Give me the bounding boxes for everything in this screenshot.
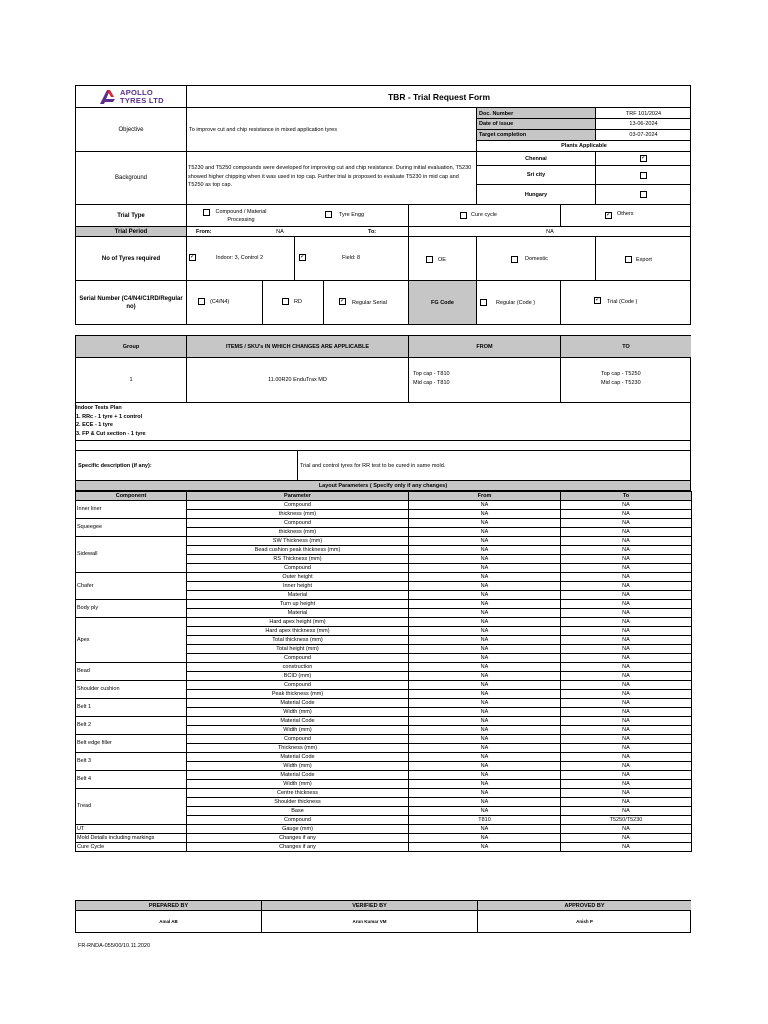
layout-component-cell: UT (76, 824, 187, 833)
layout-to-cell: T5250/T5230 (561, 815, 692, 824)
serial-rd-text: RD (294, 298, 302, 305)
layout-to-cell: NA (561, 743, 692, 752)
layout-parameter-cell: Turn up height (187, 599, 409, 608)
layout-from-cell: NA (409, 536, 561, 545)
prepared-by-name: Amal AB (159, 919, 178, 924)
layout-row (76, 824, 692, 833)
specific-description-text: Trial and control tyres for RR test to be cured in same mold. (300, 462, 446, 469)
trial-type-compound-checkbox[interactable] (203, 209, 210, 216)
indoor-tests-title: Indoor Tests Plan (76, 405, 122, 411)
layout-to-cell: NA (561, 689, 692, 698)
form-title: TBR - Trial Request Form (387, 91, 490, 102)
layout-from-cell: T810 (409, 815, 561, 824)
layout-parameter-cell: RS Thickness (mm) (187, 554, 409, 563)
trial-period-from-label: From: (196, 228, 212, 235)
trial-period-to-label: To: (368, 228, 377, 235)
fg-trial-code-text: Trial (Code ) (607, 298, 638, 305)
tyres-domestic-checkbox[interactable] (511, 256, 518, 263)
layout-row (76, 788, 692, 797)
trial-period-to-value: NA (546, 228, 554, 235)
layout-component-cell: Apex (76, 617, 187, 662)
plant-chennai-checkbox[interactable] (640, 155, 647, 162)
trial-period-label: Trial Period (76, 227, 186, 236)
layout-component-cell: Mold Details including markings (76, 833, 187, 842)
prepared-by-label: PREPARED BY (76, 901, 261, 910)
layout-to-cell: NA (561, 725, 692, 734)
layout-from-cell: NA (409, 662, 561, 671)
layout-parameter-cell: Compound (187, 734, 409, 743)
layout-parameter-cell: Total height (mm) (187, 644, 409, 653)
layout-to-cell: NA (561, 779, 692, 788)
tyres-oe-checkbox[interactable] (426, 256, 433, 263)
items-group-value: 1 (129, 377, 133, 383)
layout-component-cell: Chafer (76, 572, 187, 599)
layout-row (76, 752, 692, 761)
layout-to-cell: NA (561, 572, 692, 581)
tyres-domestic-text: Domestic (525, 255, 548, 262)
items-from-line2: Mid cap - T810 (413, 380, 450, 386)
layout-from-cell: NA (409, 572, 561, 581)
tyres-export-text: Export (636, 256, 652, 263)
date-value: 13-06-2024 (629, 121, 658, 127)
layout-from-cell: NA (409, 842, 561, 851)
layout-row (76, 536, 692, 545)
layout-row (76, 770, 692, 779)
layout-title: Layout Parameters ( Specify only if any changes) (75, 481, 691, 491)
layout-from-cell: NA (409, 761, 561, 770)
layout-component-cell: Belt 4 (76, 770, 187, 788)
layout-parameters-table (75, 491, 692, 852)
layout-to-cell: NA (561, 617, 692, 626)
layout-row (76, 662, 692, 671)
layout-row (76, 734, 692, 743)
layout-to-cell: NA (561, 599, 692, 608)
layout-to-cell: NA (561, 626, 692, 635)
layout-from-cell: NA (409, 518, 561, 527)
layout-parameter-cell: Thickness (mm) (187, 743, 409, 752)
layout-to-cell: NA (561, 797, 692, 806)
footer-form-code: FR-RNDA-055/00/10.11.2020 (78, 943, 151, 949)
layout-from-cell: NA (409, 545, 561, 554)
layout-header-row (76, 491, 692, 500)
layout-parameter-cell: Width (mm) (187, 707, 409, 716)
layout-parameter-cell: Base (187, 806, 409, 815)
layout-row (76, 599, 692, 608)
layout-parameter-cell: Bead cushion peak thickness (mm) (187, 545, 409, 554)
layout-from-cell: NA (409, 644, 561, 653)
fg-regular-code-text: Regular (Code ) (496, 299, 536, 306)
layout-component-cell: Body ply (76, 599, 187, 617)
layout-parameter-cell: Shoulder thickness (187, 797, 409, 806)
serial-regular-text: Regular Serial (352, 299, 387, 306)
layout-to-cell: NA (561, 734, 692, 743)
doc-number-label: Doc. Number (477, 108, 595, 119)
plant-hungary-label: Hungary (524, 191, 548, 198)
layout-parameter-cell: Compound (187, 653, 409, 662)
layout-from-cell: NA (409, 707, 561, 716)
trial-type-tyre-engg-label: Tyre Engg (339, 211, 365, 218)
background-label: Background (114, 175, 148, 181)
layout-from-cell: NA (409, 563, 561, 572)
tyres-export-checkbox[interactable] (625, 256, 632, 263)
layout-parameter-cell: Width (mm) (187, 761, 409, 770)
layout-parameter-cell: Compound (187, 500, 409, 509)
trial-type-others-label: Others (617, 211, 634, 217)
items-from-line1: Top cap - T810 (413, 371, 450, 377)
approved-by-name: Anish P (576, 919, 593, 924)
layout-to-cell: NA (561, 698, 692, 707)
plant-sricity-checkbox[interactable] (640, 172, 647, 179)
indoor-test-line: 1. RRc - 1 tyre + 1 control (76, 413, 143, 420)
logo-line1: APOLLO (120, 88, 154, 97)
layout-to-cell: NA (561, 662, 692, 671)
layout-to-cell: NA (561, 635, 692, 644)
layout-from-cell: NA (409, 689, 561, 698)
serial-regular-checkbox[interactable] (339, 298, 346, 305)
layout-component-cell: Inner liner (76, 500, 187, 518)
layout-component-cell: Belt 1 (76, 698, 187, 716)
layout-to-cell: NA (561, 581, 692, 590)
target-value: 03-07-2024 (629, 132, 658, 138)
approved-by-label: APPROVED BY (478, 901, 691, 910)
layout-from-cell: NA (409, 653, 561, 662)
layout-to-cell: NA (561, 518, 692, 527)
serial-number-label: Serial Number (C4/N4/C1RD/Regular no) (79, 296, 183, 310)
indoor-test-line: 3. FP & Cut section - 1 tyre (76, 430, 146, 437)
layout-parameter-cell: Outer height (187, 572, 409, 581)
layout-component-cell: Cure Cycle (76, 842, 187, 851)
fg-trial-code-checkbox[interactable] (594, 297, 601, 304)
layout-from-cell: NA (409, 806, 561, 815)
layout-to-cell: NA (561, 833, 692, 842)
trial-type-others-checkbox[interactable] (605, 212, 612, 219)
layout-row (76, 617, 692, 626)
layout-component-cell: Bead (76, 662, 187, 680)
layout-from-cell: NA (409, 752, 561, 761)
layout-parameter-cell: Hard apex thickness (mm) (187, 626, 409, 635)
layout-parameter-cell: Compound (187, 563, 409, 572)
layout-row (76, 680, 692, 689)
layout-row (76, 698, 692, 707)
layout-to-cell: NA (561, 500, 692, 509)
layout-from-cell: NA (409, 671, 561, 680)
serial-c4n4-checkbox[interactable] (198, 298, 205, 305)
tyres-indoor-text: Indoor: 3, Control 2 (216, 254, 264, 261)
layout-from-cell: NA (409, 743, 561, 752)
layout-from-cell: NA (409, 824, 561, 833)
layout-from-cell: NA (409, 527, 561, 536)
layout-header-parameter: Parameter (187, 491, 409, 500)
layout-row (76, 500, 692, 509)
layout-parameter-cell: Material Code (187, 770, 409, 779)
verified-by-name: Arun Kumar VM (352, 919, 387, 924)
layout-component-cell: Squeegee (76, 518, 187, 536)
layout-to-cell: NA (561, 608, 692, 617)
layout-to-cell: NA (561, 752, 692, 761)
layout-parameter-cell: Hard apex height (mm) (187, 617, 409, 626)
trial-type-label: Trial Type (117, 212, 145, 219)
plant-sricity-label: Sri city (526, 172, 546, 178)
layout-row (76, 518, 692, 527)
tyres-required-label: No of Tyres required (101, 255, 161, 262)
layout-from-cell: NA (409, 581, 561, 590)
fg-regular-code-checkbox[interactable] (480, 299, 487, 306)
layout-to-cell: NA (561, 563, 692, 572)
layout-from-cell: NA (409, 833, 561, 842)
layout-from-cell: NA (409, 500, 561, 509)
items-to-line2: Mid cap - T5230 (601, 380, 641, 386)
items-sku: 11.00R20 EnduTrax MD (268, 377, 327, 383)
layout-to-cell: NA (561, 536, 692, 545)
layout-to-cell: NA (561, 770, 692, 779)
layout-to-cell: NA (561, 527, 692, 536)
tyres-indoor-checkbox[interactable] (189, 254, 196, 261)
layout-header-component: Component (76, 491, 187, 500)
layout-from-cell: NA (409, 770, 561, 779)
layout-parameter-cell: construction (187, 662, 409, 671)
objective-label: Objective (118, 126, 144, 133)
layout-parameter-cell: Width (mm) (187, 779, 409, 788)
layout-to-cell: NA (561, 788, 692, 797)
layout-parameter-cell: thickness (mm) (187, 527, 409, 536)
plant-hungary-checkbox[interactable] (640, 191, 647, 198)
logo-line2: TYRES LTD (120, 96, 164, 105)
layout-parameter-cell: Material Code (187, 698, 409, 707)
layout-from-cell: NA (409, 716, 561, 725)
layout-row (76, 716, 692, 725)
layout-parameter-cell: thickness (mm) (187, 509, 409, 518)
layout-parameter-cell: Changes if any (187, 833, 409, 842)
layout-row (76, 572, 692, 581)
layout-from-cell: NA (409, 599, 561, 608)
apollo-logo-icon (98, 89, 118, 105)
trial-type-compound-label: Compound / Material Processing (215, 208, 267, 223)
layout-parameter-cell: Material (187, 590, 409, 599)
layout-component-cell: Belt 3 (76, 752, 187, 770)
layout-parameter-cell: Changes if any (187, 842, 409, 851)
serial-c4n4-text: (C4/N4) (210, 298, 230, 305)
layout-parameter-cell: Gauge (mm) (187, 824, 409, 833)
layout-to-cell: NA (561, 824, 692, 833)
plants-label: Plants Applicable (561, 143, 607, 149)
background-text: T5230 and T5250 compounds were developed for improving cut and chip resistance. During initial evaluation, T5230 showed higher chipping when it was used in top cap. Further trial is proposed to evaluate T5230 in mid cap and T5250 as top cap. (188, 165, 472, 188)
company-logo (98, 88, 178, 106)
layout-parameter-cell: Compound (187, 518, 409, 527)
layout-from-cell: NA (409, 680, 561, 689)
target-label: Target completion (477, 130, 595, 140)
serial-rd-checkbox[interactable] (282, 298, 289, 305)
layout-parameter-cell: Compound (187, 680, 409, 689)
items-header-to: TO (561, 336, 691, 357)
layout-to-cell: NA (561, 680, 692, 689)
layout-to-cell: NA (561, 590, 692, 599)
items-header-items: ITEMS / SKU's IN WHICH CHANGES ARE APPLICABLE (187, 336, 408, 357)
layout-parameter-cell: SW Thickness (mm) (187, 536, 409, 545)
layout-parameter-cell: Width (mm) (187, 725, 409, 734)
tyres-oe-text: OE (438, 256, 446, 263)
layout-component-cell: Tread (76, 788, 187, 824)
layout-to-cell: NA (561, 716, 692, 725)
layout-row (76, 842, 692, 851)
layout-row (76, 833, 692, 842)
layout-component-cell: Belt edge filler (76, 734, 187, 752)
doc-number: TRF 101/2024 (625, 110, 662, 117)
layout-to-cell: NA (561, 644, 692, 653)
layout-parameter-cell: BCID (mm) (187, 671, 409, 680)
layout-from-cell: NA (409, 554, 561, 563)
layout-header-to: To (561, 491, 692, 500)
layout-parameter-cell: Total thickness (mm) (187, 635, 409, 644)
trial-type-cure-cycle-label: Cure cycle (471, 211, 497, 218)
fg-code-label: FG Code (409, 281, 476, 324)
trial-type-tyre-engg-checkbox[interactable] (325, 211, 332, 218)
layout-from-cell: NA (409, 788, 561, 797)
layout-from-cell: NA (409, 626, 561, 635)
layout-from-cell: NA (409, 509, 561, 518)
layout-from-cell: NA (409, 590, 561, 599)
verified-by-label: VERIFIED BY (262, 901, 477, 910)
layout-parameter-cell: Material Code (187, 752, 409, 761)
layout-parameter-cell: Centre thickness (187, 788, 409, 797)
layout-to-cell: NA (561, 509, 692, 518)
layout-from-cell: NA (409, 734, 561, 743)
items-header-from: FROM (409, 336, 560, 357)
layout-from-cell: NA (409, 698, 561, 707)
layout-to-cell: NA (561, 671, 692, 680)
layout-from-cell: NA (409, 725, 561, 734)
specific-description-label: Specific description (if any): (78, 462, 152, 469)
layout-header-from: From (409, 491, 561, 500)
indoor-test-line: 2. ECE - 1 tyre (76, 422, 113, 428)
layout-to-cell: NA (561, 806, 692, 815)
layout-from-cell: NA (409, 608, 561, 617)
layout-parameter-cell: Material (187, 608, 409, 617)
trial-period-from-value: NA (276, 228, 284, 235)
layout-to-cell: NA (561, 653, 692, 662)
date-label: Date of issue (477, 119, 595, 129)
layout-from-cell: NA (409, 617, 561, 626)
layout-parameter-cell: Material Code (187, 716, 409, 725)
layout-to-cell: NA (561, 554, 692, 563)
layout-component-cell: Sidewall (76, 536, 187, 572)
tyres-field-text: Field: 8 (342, 254, 361, 261)
layout-to-cell: NA (561, 545, 692, 554)
objective-text: To improve cut and chip resistance in mixed application tyres (189, 126, 337, 133)
layout-parameter-cell: Inner height (187, 581, 409, 590)
layout-from-cell: NA (409, 635, 561, 644)
layout-component-cell: Shoulder cushion (76, 680, 187, 698)
layout-component-cell: Belt 2 (76, 716, 187, 734)
layout-to-cell: NA (561, 842, 692, 851)
layout-parameter-cell: Peak thickness (mm) (187, 689, 409, 698)
layout-to-cell: NA (561, 761, 692, 770)
items-header-group: Group (76, 336, 186, 357)
layout-from-cell: NA (409, 797, 561, 806)
layout-parameter-cell: Compound (187, 815, 409, 824)
tyres-field-checkbox[interactable] (299, 254, 306, 261)
layout-from-cell: NA (409, 779, 561, 788)
layout-to-cell: NA (561, 707, 692, 716)
items-to-line1: Top cap - T5250 (601, 371, 641, 377)
plant-chennai-label: Chennai (525, 155, 547, 162)
trial-type-cure-cycle-checkbox[interactable] (460, 212, 467, 219)
